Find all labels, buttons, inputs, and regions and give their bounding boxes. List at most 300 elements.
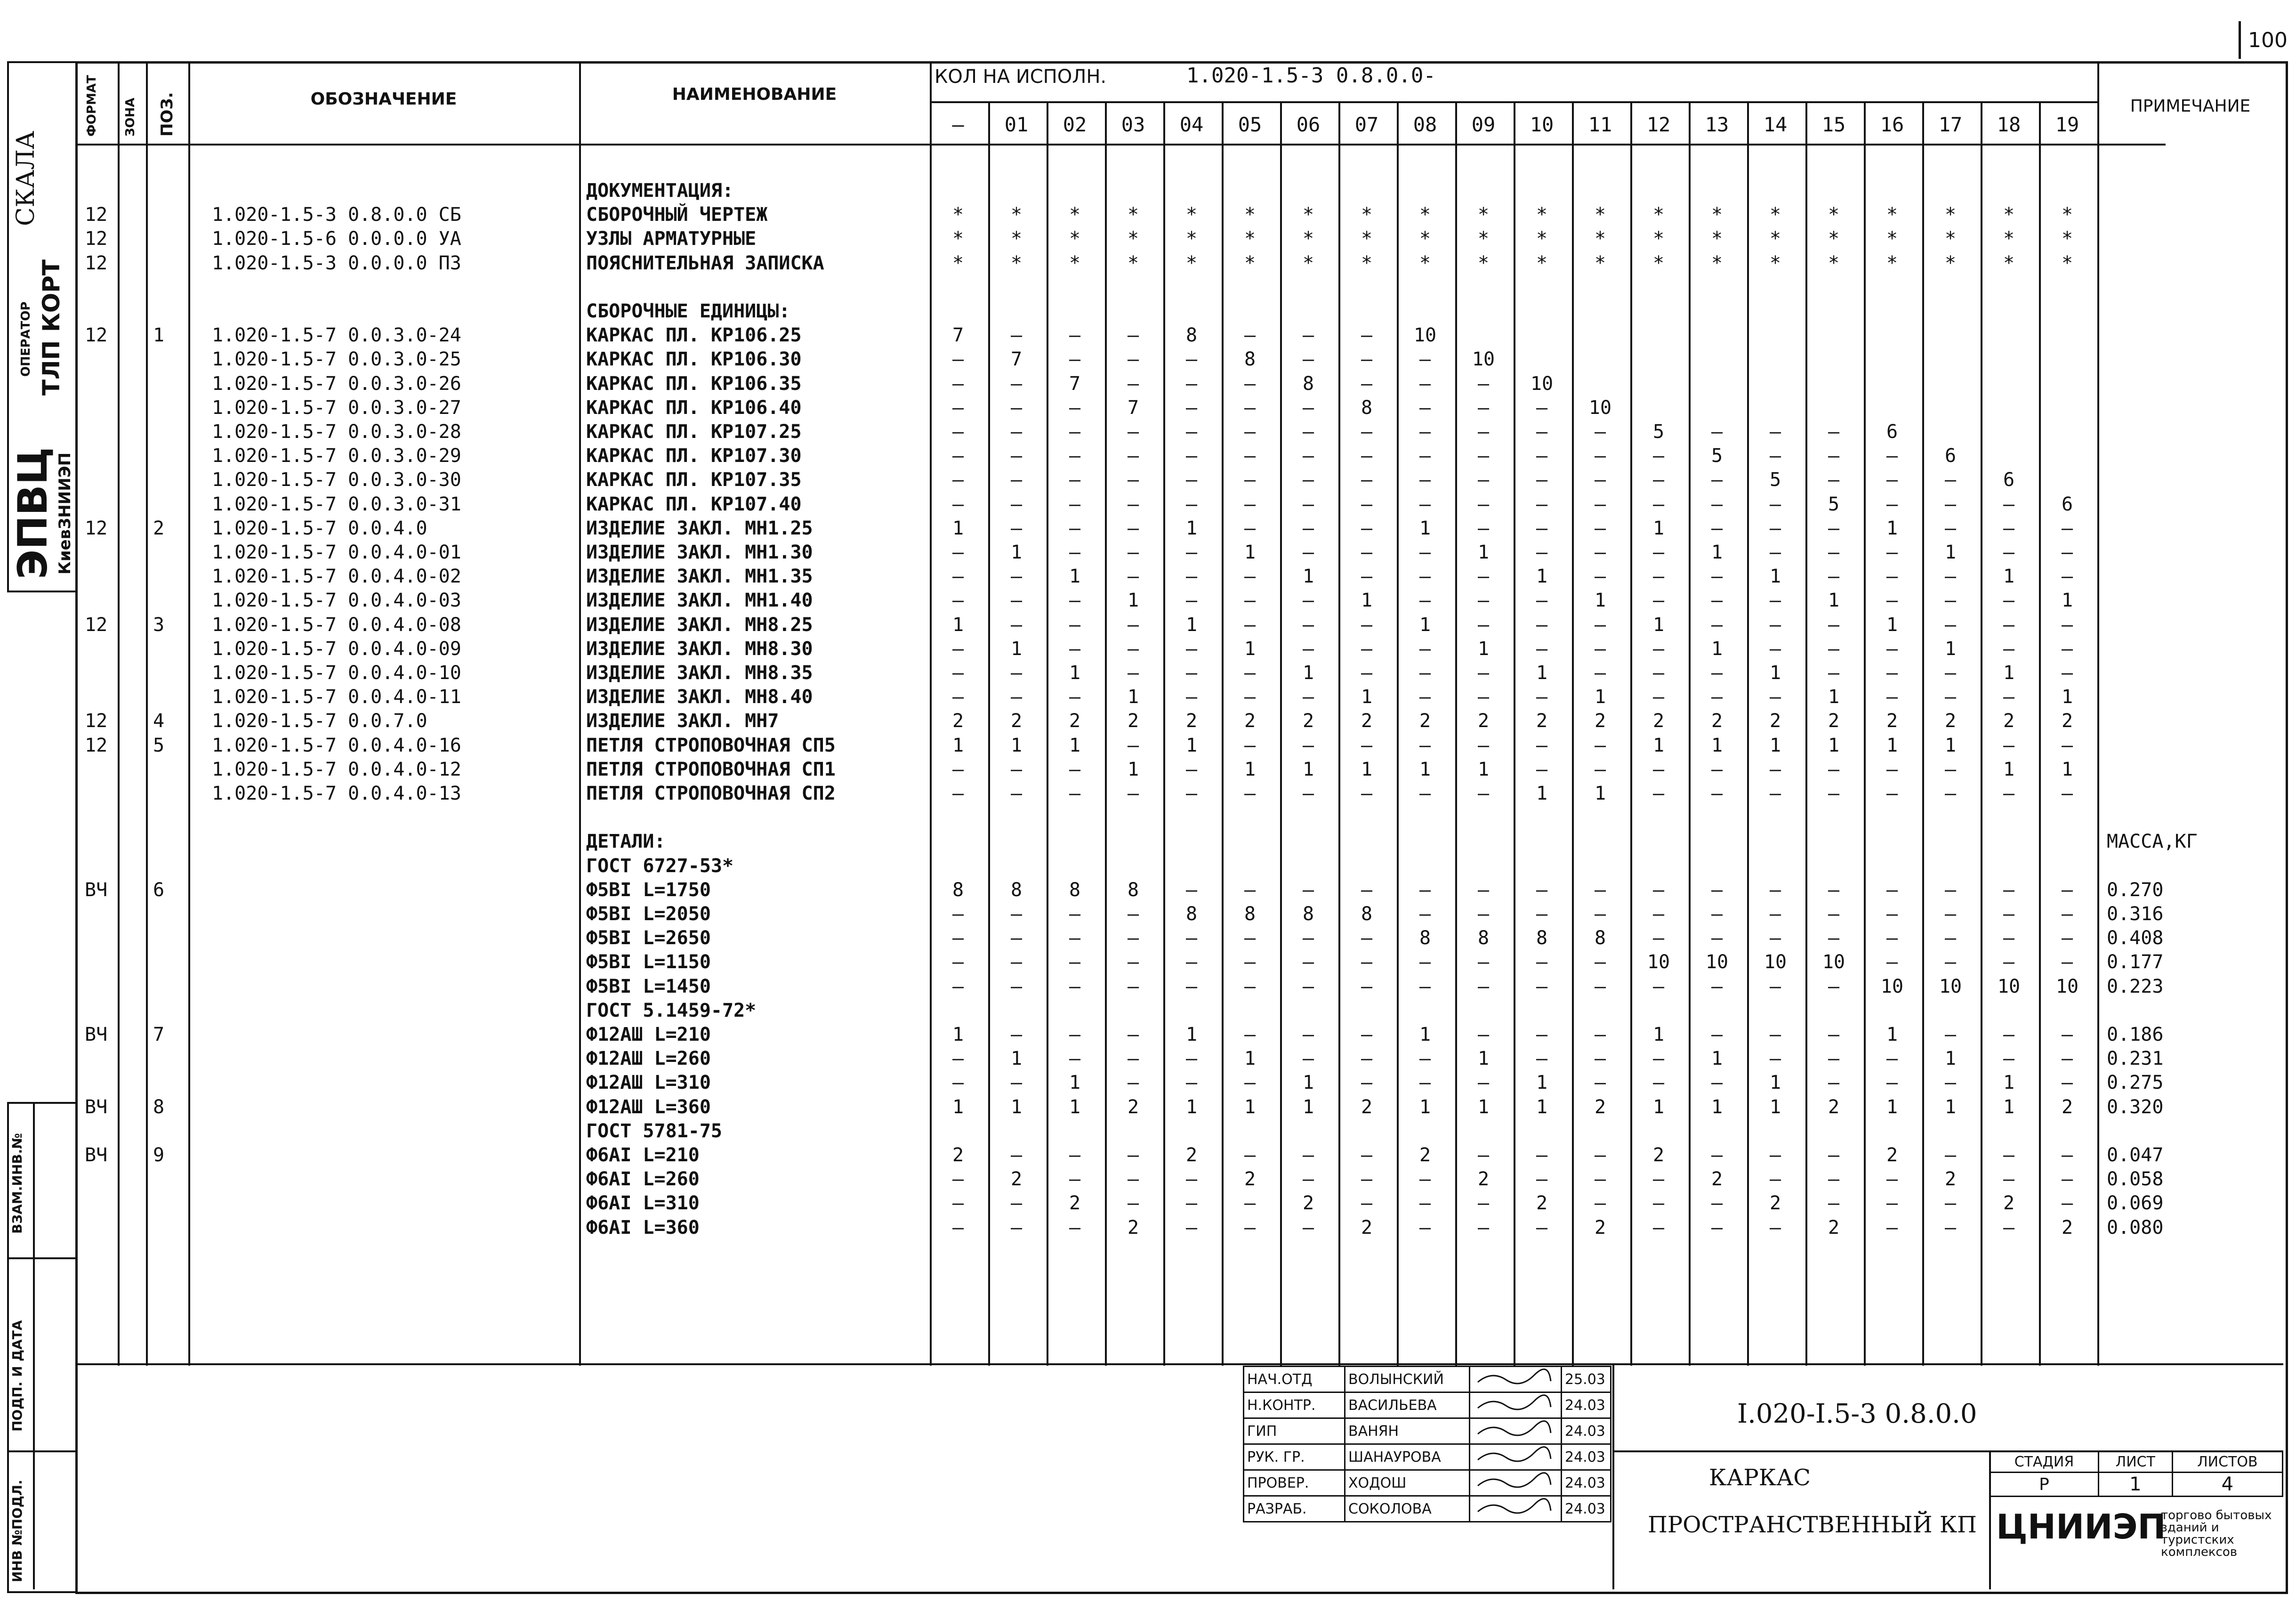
row-name: ГОСТ 5781-75 xyxy=(586,1120,722,1142)
row-qty: — xyxy=(1828,1192,1840,1214)
row-qty: — xyxy=(1711,927,1723,949)
variant-header: 08 xyxy=(1413,113,1437,136)
row-qty: — xyxy=(1944,493,1957,515)
row-name: КАРКАС ПЛ. КР106.25 xyxy=(586,324,802,347)
row-qty: — xyxy=(1944,1192,1957,1214)
row-qty: — xyxy=(1594,638,1606,660)
row-name: ИЗДЕЛИЕ ЗАКЛ. МН8.35 xyxy=(586,662,813,684)
stamp-row xyxy=(1244,1418,1611,1444)
row-qty: * xyxy=(1652,252,1665,274)
row-qty: — xyxy=(1244,686,1256,708)
variant-header: 12 xyxy=(1646,113,1671,136)
row-qty: — xyxy=(1127,566,1139,588)
row-qty: — xyxy=(1828,783,1840,804)
signature xyxy=(1470,1392,1562,1418)
row-qty: 1 xyxy=(1536,566,1548,588)
row-qty: — xyxy=(1361,421,1373,443)
row-position: 7 xyxy=(153,1024,165,1045)
row-qty: — xyxy=(1536,421,1548,443)
row-qty: — xyxy=(1652,638,1665,660)
row-note: 0.069 xyxy=(2107,1192,2164,1214)
row-name: ПОЯСНИТЕЛЬНАЯ ЗАПИСКА xyxy=(586,252,824,274)
row-qty: — xyxy=(1302,614,1314,636)
row-qty: — xyxy=(1769,493,1781,515)
row-qty: — xyxy=(1185,879,1198,901)
row-qty: — xyxy=(952,372,964,395)
row-qty: — xyxy=(1769,1216,1781,1239)
row-name: Ф5ВI L=1750 xyxy=(586,879,711,901)
row-qty: — xyxy=(1536,975,1548,997)
sheet-value: 1 xyxy=(2098,1473,2172,1497)
row-qty: * xyxy=(1594,228,1606,250)
row-qty: — xyxy=(1886,951,1898,973)
row-qty: 1 xyxy=(1361,590,1373,612)
row-qty: * xyxy=(1010,228,1023,250)
row-qty: — xyxy=(1127,951,1139,973)
row-qty: 1 xyxy=(2061,590,2073,612)
row-qty: 1 xyxy=(1477,1096,1490,1118)
row-name: Ф5ВI L=2650 xyxy=(586,927,711,949)
row-format: 12 xyxy=(85,252,108,274)
row-qty: 1 xyxy=(2061,686,2073,708)
row-qty: 1 xyxy=(1886,1096,1898,1118)
signature xyxy=(1470,1470,1562,1496)
row-qty: * xyxy=(1069,228,1081,250)
row-qty: — xyxy=(1886,566,1898,588)
row-qty: — xyxy=(1302,686,1314,708)
variant-header: 04 xyxy=(1179,113,1204,136)
row-qty: — xyxy=(1652,445,1665,467)
row-qty: 1 xyxy=(2061,758,2073,780)
row-name: ИЗДЕЛИЕ ЗАКЛ. МН8.25 xyxy=(586,614,813,636)
row-qty: — xyxy=(2061,1192,2073,1214)
stamp-date: 24.03 xyxy=(1562,1418,1611,1444)
row-qty: — xyxy=(1361,783,1373,804)
row-format: 12 xyxy=(85,228,108,250)
row-qty: — xyxy=(1769,1144,1781,1166)
row-qty: — xyxy=(1361,734,1373,756)
row-qty: — xyxy=(1769,1168,1781,1190)
row-qty: — xyxy=(1536,1216,1548,1239)
row-qty: — xyxy=(1361,372,1373,395)
row-qty: — xyxy=(1886,879,1898,901)
stamp-role: РАЗРАБ. xyxy=(1244,1496,1345,1522)
row-qty: — xyxy=(1127,517,1139,539)
row-note: 0.047 xyxy=(2107,1144,2164,1166)
row-qty: — xyxy=(1419,1192,1431,1214)
row-qty: — xyxy=(1594,951,1606,973)
variant-header: 10 xyxy=(1530,113,1554,136)
row-qty: * xyxy=(1536,252,1548,274)
col-name: НАИМЕНОВАНИЕ xyxy=(672,85,837,104)
row-qty: 8 xyxy=(1010,879,1023,901)
row-qty: — xyxy=(1127,975,1139,997)
row-qty: — xyxy=(1828,566,1840,588)
row-qty: 5 xyxy=(1769,469,1781,491)
row-qty: 1 xyxy=(1886,734,1898,756)
col-note: ПРИМЕЧАНИЕ xyxy=(2130,97,2251,116)
row-qty: 1 xyxy=(1711,734,1723,756)
row-qty: 6 xyxy=(1944,445,1957,467)
row-qty: * xyxy=(1302,228,1314,250)
row-qty: — xyxy=(1828,903,1840,925)
row-qty: 1 xyxy=(1419,614,1431,636)
row-qty: — xyxy=(1185,686,1198,708)
row-qty: — xyxy=(952,445,964,467)
row-qty: — xyxy=(1419,734,1431,756)
side-stamp-skala: СКАЛА xyxy=(12,130,40,226)
row-qty: — xyxy=(1828,1048,1840,1070)
row-format: ВЧ xyxy=(85,1096,108,1118)
row-qty: — xyxy=(952,590,964,612)
row-qty: — xyxy=(1419,421,1431,443)
row-qty: — xyxy=(1536,469,1548,491)
row-qty: — xyxy=(1886,1216,1898,1239)
row-name: Ф5ВI L=2050 xyxy=(586,903,711,925)
signature-scribble xyxy=(1473,1420,1553,1439)
row-qty: — xyxy=(1944,758,1957,780)
row-qty: — xyxy=(1419,1216,1431,1239)
row-qty: — xyxy=(1361,879,1373,901)
row-qty: — xyxy=(1069,1144,1081,1166)
row-name: ПЕТЛЯ СТРОПОВОЧНАЯ СП5 xyxy=(586,734,836,756)
row-qty: — xyxy=(1652,1168,1665,1190)
row-qty: — xyxy=(1536,397,1548,419)
row-name: Ф12АШ L=310 xyxy=(586,1072,711,1094)
row-qty: — xyxy=(2061,783,2073,804)
row-name: Ф5ВI L=1150 xyxy=(586,951,711,973)
row-qty: 1 xyxy=(1244,1048,1256,1070)
row-qty: * xyxy=(1361,228,1373,250)
row-qty: — xyxy=(1652,590,1665,612)
row-qty: 6 xyxy=(1886,421,1898,443)
row-qty: 1 xyxy=(1769,734,1781,756)
row-qty: — xyxy=(1244,1216,1256,1239)
row-qty: 8 xyxy=(1185,903,1198,925)
row-qty: * xyxy=(1769,204,1781,226)
row-qty: 10 xyxy=(1530,372,1554,395)
row-qty: 1 xyxy=(1594,686,1606,708)
row-qty: — xyxy=(2003,1024,2015,1045)
row-qty: 8 xyxy=(1127,879,1139,901)
row-qty: — xyxy=(1477,1192,1490,1214)
row-qty: — xyxy=(1419,493,1431,515)
row-qty: — xyxy=(1419,686,1431,708)
row-qty: — xyxy=(1010,324,1023,347)
variant-header: 15 xyxy=(1821,113,1846,136)
row-qty: * xyxy=(1769,228,1781,250)
stamp-date: 24.03 xyxy=(1562,1444,1611,1470)
row-qty: 1 xyxy=(1711,1048,1723,1070)
row-qty: * xyxy=(1185,204,1198,226)
row-qty: 1 xyxy=(1185,734,1198,756)
row-qty: — xyxy=(1828,1024,1840,1045)
stamp-row xyxy=(1244,1392,1611,1418)
row-qty: — xyxy=(1536,903,1548,925)
variant-header: 19 xyxy=(2055,113,2079,136)
row-qty: — xyxy=(1769,758,1781,780)
row-qty: — xyxy=(1127,614,1139,636)
row-qty: — xyxy=(1185,638,1198,660)
row-qty: 1 xyxy=(1477,758,1490,780)
row-qty: 2 xyxy=(1944,710,1957,732)
row-qty: 1 xyxy=(1769,1072,1781,1094)
row-qty: 8 xyxy=(1185,324,1198,347)
row-qty: — xyxy=(1010,421,1023,443)
row-qty: — xyxy=(1419,1168,1431,1190)
row-qty: — xyxy=(1244,927,1256,949)
row-qty: — xyxy=(1302,542,1314,563)
row-qty: 2 xyxy=(1828,710,1840,732)
row-qty: — xyxy=(2061,1168,2073,1190)
row-qty: — xyxy=(1244,566,1256,588)
row-qty: — xyxy=(952,927,964,949)
stage-table xyxy=(1989,1450,2283,1497)
row-qty: — xyxy=(1828,1144,1840,1166)
row-qty: 2 xyxy=(1244,710,1256,732)
row-name: Ф12АШ L=360 xyxy=(586,1096,711,1118)
row-qty: — xyxy=(1244,1144,1256,1166)
row-qty: 8 xyxy=(1361,903,1373,925)
row-qty: — xyxy=(1419,397,1431,419)
row-qty: — xyxy=(1185,1168,1198,1190)
row-qty: — xyxy=(1302,348,1314,371)
row-qty: — xyxy=(952,662,964,684)
row-qty: — xyxy=(1886,662,1898,684)
row-qty: — xyxy=(1127,783,1139,804)
row-qty: — xyxy=(1652,662,1665,684)
stamp-person: ШАНАУРОВА xyxy=(1345,1444,1470,1470)
row-qty: — xyxy=(1477,1216,1490,1239)
row-qty: 1 xyxy=(1477,1048,1490,1070)
row-format: ВЧ xyxy=(85,879,108,901)
org-name: ЦНИИЭП xyxy=(1996,1507,2166,1546)
row-qty: 1 xyxy=(1419,1024,1431,1045)
row-qty: 2 xyxy=(1127,1096,1139,1118)
row-qty: — xyxy=(1886,590,1898,612)
row-qty: 2 xyxy=(1361,1216,1373,1239)
row-qty: — xyxy=(1244,493,1256,515)
row-qty: — xyxy=(2003,1144,2015,1166)
row-format: 12 xyxy=(85,324,108,347)
row-qty: 10 xyxy=(1880,975,1904,997)
row-qty: — xyxy=(1594,975,1606,997)
row-qty: — xyxy=(1185,493,1198,515)
row-qty: * xyxy=(1652,228,1665,250)
row-qty: — xyxy=(1477,469,1490,491)
row-qty: — xyxy=(952,783,964,804)
row-qty: 8 xyxy=(1302,372,1314,395)
row-qty: — xyxy=(1594,1144,1606,1166)
row-qty: — xyxy=(1886,542,1898,563)
row-position: 2 xyxy=(153,517,165,539)
row-note: 0.223 xyxy=(2107,975,2164,997)
row-qty: 1 xyxy=(1069,734,1081,756)
row-name: КАРКАС ПЛ. КР107.35 xyxy=(586,469,802,491)
row-qty: 1 xyxy=(1244,638,1256,660)
row-qty: 1 xyxy=(1536,662,1548,684)
row-qty: — xyxy=(1419,372,1431,395)
row-qty: 1 xyxy=(1769,662,1781,684)
row-qty: — xyxy=(952,903,964,925)
variant-header: 03 xyxy=(1121,113,1145,136)
row-qty: 8 xyxy=(1069,879,1081,901)
row-qty: — xyxy=(952,686,964,708)
row-name: ПЕТЛЯ СТРОПОВОЧНАЯ СП2 xyxy=(586,783,836,804)
stamp-row xyxy=(1244,1496,1611,1522)
row-qty: — xyxy=(1419,542,1431,563)
row-qty: — xyxy=(1127,638,1139,660)
stamp-date: 25.03 xyxy=(1562,1367,1611,1392)
row-qty: * xyxy=(1886,252,1898,274)
row-qty: — xyxy=(2003,927,2015,949)
row-qty: — xyxy=(1652,1216,1665,1239)
row-qty: 10 xyxy=(1822,951,1845,973)
row-qty: 1 xyxy=(2003,1096,2015,1118)
row-qty: * xyxy=(1127,228,1139,250)
row-qty: 1 xyxy=(1185,614,1198,636)
row-qty: — xyxy=(1828,662,1840,684)
row-qty: 1 xyxy=(1361,758,1373,780)
row-qty: — xyxy=(1361,1192,1373,1214)
row-qty: — xyxy=(1127,1048,1139,1070)
row-qty: 8 xyxy=(1361,397,1373,419)
row-qty: — xyxy=(1652,879,1665,901)
row-position: 8 xyxy=(153,1096,165,1118)
row-designation: 1.020-1.5-6 0.0.0.0 УА xyxy=(212,228,461,250)
row-qty: 2 xyxy=(1536,710,1548,732)
row-qty: — xyxy=(2061,662,2073,684)
row-qty: — xyxy=(1361,493,1373,515)
row-qty: * xyxy=(1594,252,1606,274)
row-qty: * xyxy=(1711,252,1723,274)
row-qty: — xyxy=(1069,397,1081,419)
row-qty: 1 xyxy=(1069,662,1081,684)
row-qty: * xyxy=(1010,204,1023,226)
row-qty: 2 xyxy=(1769,710,1781,732)
row-qty: — xyxy=(1652,758,1665,780)
side-stamp-inv: ИНВ №ПОДЛ. xyxy=(9,1480,25,1582)
row-qty: — xyxy=(1944,566,1957,588)
row-qty: — xyxy=(1477,975,1490,997)
row-qty: 10 xyxy=(1997,975,2021,997)
row-qty: — xyxy=(1594,1048,1606,1070)
row-name: ИЗДЕЛИЕ ЗАКЛ. МН1.25 xyxy=(586,517,813,539)
row-qty: 2 xyxy=(1769,1192,1781,1214)
row-qty: * xyxy=(1944,228,1957,250)
row-qty: — xyxy=(1711,1072,1723,1094)
row-qty: — xyxy=(1886,686,1898,708)
row-qty: — xyxy=(2003,517,2015,539)
row-designation: 1.020-1.5-7 0.0.4.0-16 xyxy=(212,734,461,756)
row-qty: 1 xyxy=(1302,662,1314,684)
row-qty: — xyxy=(1477,734,1490,756)
row-name: Ф5ВI L=1450 xyxy=(586,975,711,997)
row-qty: — xyxy=(2061,734,2073,756)
row-qty: — xyxy=(1069,686,1081,708)
row-qty: * xyxy=(1886,204,1898,226)
doc-code: I.020-I.5-3 0.8.0.0 xyxy=(1737,1399,1977,1429)
row-qty: — xyxy=(1244,1024,1256,1045)
row-qty: — xyxy=(1886,927,1898,949)
row-name: КАРКАС ПЛ. КР106.30 xyxy=(586,348,802,371)
row-qty: — xyxy=(1010,783,1023,804)
row-qty: — xyxy=(1594,614,1606,636)
row-qty: — xyxy=(1419,951,1431,973)
row-qty: 10 xyxy=(1588,397,1612,419)
row-qty: — xyxy=(1069,469,1081,491)
row-qty: * xyxy=(1886,228,1898,250)
row-qty: — xyxy=(1769,590,1781,612)
title-line1: КАРКАС xyxy=(1709,1465,1811,1491)
row-qty: — xyxy=(1419,638,1431,660)
row-qty: — xyxy=(1711,686,1723,708)
row-qty: — xyxy=(1302,421,1314,443)
row-qty: 8 xyxy=(1244,348,1256,371)
row-qty: — xyxy=(1244,1192,1256,1214)
row-qty: * xyxy=(1302,204,1314,226)
row-qty: — xyxy=(1711,517,1723,539)
row-qty: 5 xyxy=(1652,421,1665,443)
row-qty: 7 xyxy=(1010,348,1023,371)
row-qty: — xyxy=(1302,879,1314,901)
row-qty: 1 xyxy=(1010,734,1023,756)
stamp-row xyxy=(1244,1470,1611,1496)
row-qty: — xyxy=(2003,734,2015,756)
row-qty: — xyxy=(1127,1192,1139,1214)
row-note: 0.316 xyxy=(2107,903,2164,925)
row-qty: 1 xyxy=(1886,517,1898,539)
row-qty: — xyxy=(1361,542,1373,563)
stage-value: Р xyxy=(1990,1473,2099,1497)
row-qty: — xyxy=(952,566,964,588)
variant-header: 17 xyxy=(1938,113,1963,136)
row-qty: — xyxy=(1711,662,1723,684)
row-qty: 1 xyxy=(1944,542,1957,563)
row-qty: 1 xyxy=(1711,1096,1723,1118)
row-qty: 1 xyxy=(1477,542,1490,563)
row-qty: — xyxy=(1069,324,1081,347)
row-qty: — xyxy=(1361,951,1373,973)
row-qty: — xyxy=(1536,590,1548,612)
row-qty: — xyxy=(1010,1024,1023,1045)
row-qty: — xyxy=(1069,1048,1081,1070)
row-name: КАРКАС ПЛ. КР107.40 xyxy=(586,493,802,515)
row-qty: * xyxy=(1477,204,1490,226)
row-qty: — xyxy=(2061,566,2073,588)
row-qty: — xyxy=(1302,397,1314,419)
row-qty: — xyxy=(1944,662,1957,684)
row-note: 0.270 xyxy=(2107,879,2164,901)
row-qty: 1 xyxy=(2003,1072,2015,1094)
variant-header: 02 xyxy=(1063,113,1087,136)
variant-header: 09 xyxy=(1471,113,1496,136)
row-qty: — xyxy=(1419,1072,1431,1094)
side-stamp-podp: ПОДП. И ДАТА xyxy=(9,1320,25,1432)
row-qty: 2 xyxy=(1711,710,1723,732)
row-qty: — xyxy=(1302,951,1314,973)
row-qty: * xyxy=(2061,252,2073,274)
row-qty: — xyxy=(1769,445,1781,467)
row-qty: — xyxy=(1302,517,1314,539)
row-qty: * xyxy=(1828,252,1840,274)
row-qty: — xyxy=(1477,879,1490,901)
row-qty: — xyxy=(1010,566,1023,588)
variant-header: — xyxy=(952,113,964,136)
row-qty: 5 xyxy=(1828,493,1840,515)
row-qty: 2 xyxy=(1594,1216,1606,1239)
row-qty: — xyxy=(2003,1216,2015,1239)
